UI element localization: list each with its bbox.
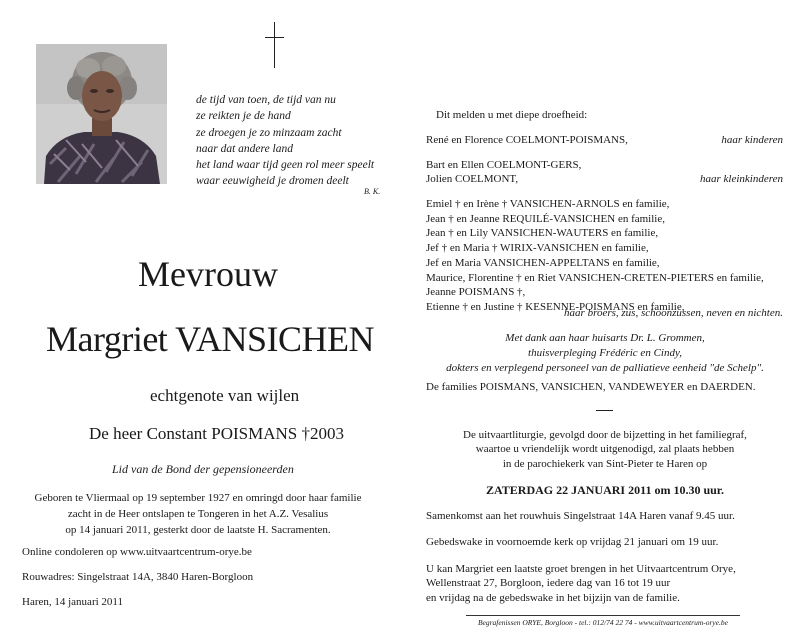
funeral-date: ZATERDAG 22 JANUARI 2011 om 10.30 uur. (485, 483, 725, 497)
online-condolences: Online condoleren op www.uitvaartcentrum-orye.be (22, 546, 252, 558)
section-divider (596, 410, 613, 411)
poem-line: waar eeuwigheid je dromen deelt (196, 175, 349, 188)
thanks-block (420, 331, 790, 376)
footer-imprint: Begrafenissen ORYE, Borgloon - tel.: 012/74 22 74 - www.uitvaartcentrum-orye.be (477, 618, 729, 627)
gathering-info: Samenkomst aan het rouwhuis Singelstraat 14A Haren vanaf 9.45 uur. (426, 510, 735, 522)
bio-line: op 14 januari 2011, gesterkt door de laatste H. Sacramenten. (65, 524, 331, 536)
announcement-intro: Dit melden u met diepe droefheid: (436, 109, 588, 121)
funeral-line: De uitvaartliturgie, gevolgd door de bijzetting in het familiegraf, (463, 429, 747, 441)
family-line: Emiel † en Irène † VANSICHEN-ARNOLS en familie, (426, 198, 670, 210)
thanks-line: thuisverpleging Frédéric en Cindy, (528, 347, 682, 359)
membership-line: Lid van de Bond der gepensioneerden (112, 462, 294, 476)
date-place: Haren, 14 januari 2011 (22, 596, 124, 608)
poem-author: B. K. (364, 187, 381, 196)
footer-rule (466, 615, 740, 616)
funeral-line: in de parochiekerk van Sint-Pieter te Haren op (502, 457, 708, 470)
poem-line: ze reikten je de hand (196, 110, 291, 123)
family-line: Jef † en Maria † WIRIX-VANSICHEN en familie, (426, 242, 649, 255)
thanks-line: Met dank aan haar huisarts Dr. L. Grommen, (505, 332, 705, 344)
farewell-line: U kan Margriet een laatste groet brengen in het Uitvaartcentrum Orye, (426, 563, 736, 575)
farewell-line: en vrijdag na de gebedswake in het bijzijn van de familie. (426, 591, 680, 604)
grandchildren-role: haar kleinkinderen (700, 173, 783, 185)
poem-line: ze droegen je zo minzaam zacht (196, 126, 342, 139)
family-line: Maurice, Florentine † en Riet VANSICHEN-CRETEN-PIETERS en familie, (426, 271, 764, 284)
cross-symbol (262, 22, 288, 70)
family-line: Etienne † en Justine † KESENNE-POISMANS en familie, (426, 300, 685, 313)
deceased-name: Margriet VANSICHEN (46, 319, 375, 359)
bio-line: zacht in de Heer ontslapen te Tongeren in het A.Z. Vesalius (67, 508, 329, 520)
spouse-name: De heer Constant POISMANS †2003 (89, 424, 344, 443)
spouse-intro: echtgenote van wijlen (150, 386, 300, 405)
family-line: Jean † en Lily VANSICHEN-WAUTERS en familie, (426, 227, 659, 240)
funeral-info (420, 428, 790, 471)
farewell-info (426, 562, 736, 605)
funeral-line: waartoe u vriendelijk wordt uitgenodigd, zal plaats hebben (475, 443, 735, 456)
family-line: Jean † en Jeanne REQUILÉ-VANSICHEN en familie, (426, 212, 665, 225)
children-line: René en Florence COELMONT-POISMANS, (426, 134, 628, 146)
family-line: Jef en Maria VANSICHEN-APPELTANS en familie, (426, 256, 660, 269)
mourning-address: Rouwadres: Singelstraat 14A, 3840 Haren-Borgloon (22, 571, 254, 583)
bio-line: Geboren te Vliermaal op 19 september 1927 en omringd door haar familie (34, 492, 362, 504)
thanks-line: dokters en verplegend personeel van de palliatieve eenheid "de Schelp". (446, 362, 764, 374)
poem-line: de tijd van toen, de tijd van nu (196, 94, 336, 106)
poem-line: het land waar tijd geen rol meer speelt (196, 159, 375, 172)
title-mevrouw: Mevrouw (138, 254, 278, 294)
grandchildren-line: Jolien COELMONT, (426, 173, 519, 185)
families-line: De families POISMANS, VANSICHEN, VANDEWEYER en DAERDEN. (426, 381, 756, 393)
family-list (426, 197, 764, 315)
portrait-photo (36, 44, 167, 184)
grandchildren-line: Bart en Ellen COELMONT-GERS, (426, 159, 582, 171)
poem (196, 92, 374, 190)
family-line: Jeanne POISMANS †, (426, 286, 526, 299)
vigil-info: Gebedswake in voornoemde kerk op vrijdag 21 januari om 19 uur. (426, 536, 719, 548)
poem-line: naar dat andere land (196, 142, 293, 155)
siblings-note: haar broers, zus, schoonzussen, neven en nichten. (564, 307, 783, 319)
children-role: haar kinderen (721, 134, 783, 146)
farewell-line: Wellenstraat 27, Borgloon, iedere dag van 16 tot 19 uur (426, 577, 671, 590)
biography (22, 490, 374, 538)
